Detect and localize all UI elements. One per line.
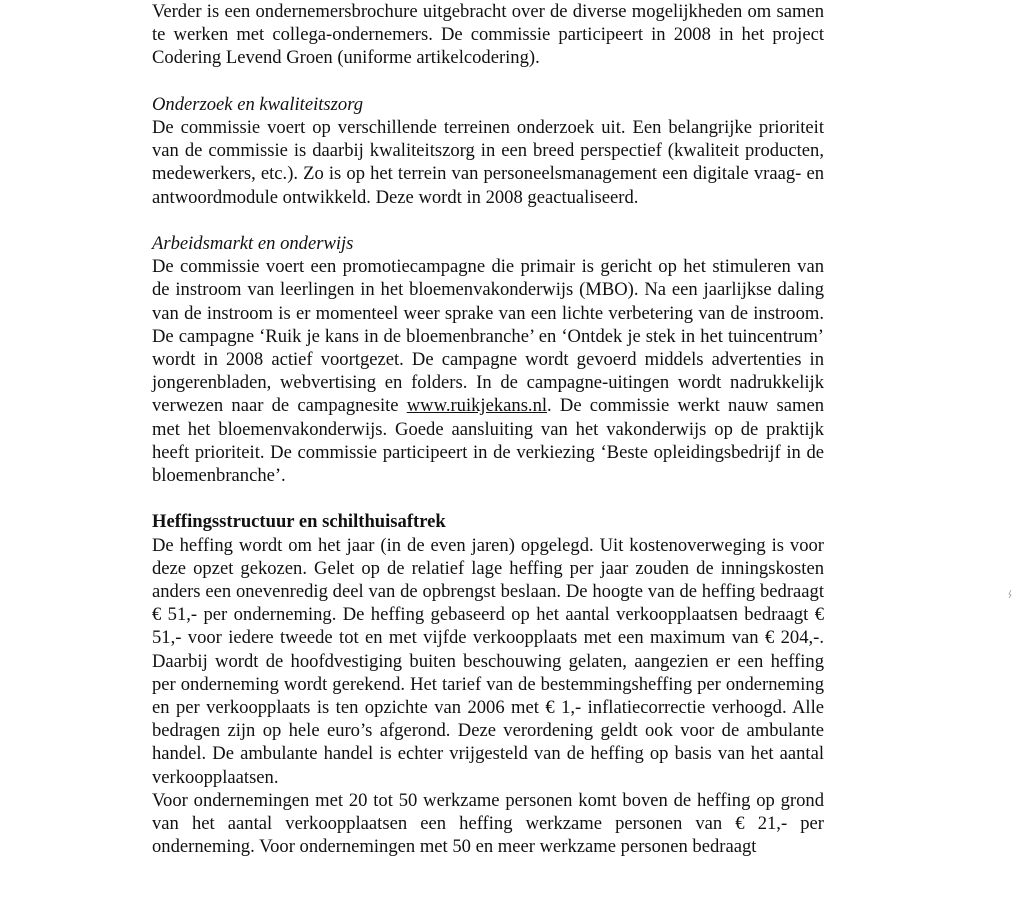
intro-paragraph: Verder is een ondernemersbrochure uitgebracht over de diverse mogelijkheden om samen te werken met collega-ondernemers. De commissie participeert in 2008 in het project Codering Levend Groen (uniforme artikelcodering).	[152, 1, 824, 69]
paragraph-spacer	[152, 70, 824, 93]
arbeidsmarkt-text-after-link: . De commissie werkt nauw samen met het bloemenvakonderwijs. Goede aansluiting van het vakonderwijs op de praktijk heeft prioriteit. De commissie participeert in de verkiezing ‘Beste opleidingsbedrijf in de bloemenbranche’.	[152, 395, 824, 487]
heffing-paragraph-1: De heffing wordt om het jaar (in de even jaren) opgelegd. Uit kostenoverweging is voor deze opzet gekozen. Gelet op de relatief lage heffing per jaar zouden de inningskosten anders een onevenredig deel van de opbrengst beslaan. De hoogte van de heffing bedraagt € 51,- per onderneming. De heffing gebaseerd op het aantal verkoopplaatsen bedraagt € 51,- voor iedere tweede tot en met vijfde verkoopplaats met een maximum van € 204,-. Daarbij wordt de hoofdvestiging buiten beschouwing gelaten, aangezien er een heffing per onderneming wordt gerekend. Het tarief van de bestemmingsheffing per onderneming en per verkoopplaats is ten opzichte van 2006 met € 1,- inflatiecorrectie verhoogd. Alle bedragen zijn op hele euro’s afgerond. Deze verordening geldt ook voor de ambulante handel. De ambulante handel is echter vrijgesteld van de heffing op basis van het aantal verkoopplaatsen.	[152, 534, 824, 788]
document-page	[152, 0, 824, 858]
scan-artifact-mark	[1006, 589, 1014, 599]
heading-onderzoek-kwaliteitszorg: Onderzoek en kwaliteitszorg	[152, 93, 364, 115]
heading-arbeidsmarkt-onderwijs: Arbeidsmarkt en onderwijs	[152, 233, 354, 254]
paragraph-spacer	[152, 487, 824, 510]
onderzoek-paragraph: De commissie voert op verschillende terreinen onderzoek uit. Een belangrijke prioriteit van de commissie is daarbij kwaliteitszorg in een breed perspectief (kwaliteit producten, medewerkers, etc.). Zo is op het terrein van personeelsmanagement een digitale vraag- en antwoordmodule ontwikkeld. Deze wordt in 2008 geactualiseerd.	[152, 117, 824, 208]
arbeidsmarkt-paragraph	[152, 255, 824, 487]
arbeidsmarkt-text-before-link: De commissie voert een promotiecampagne die primair is gericht op het stimuleren van de instroom van leerlingen in het bloemenvakonderwijs (MBO). Na een jaarlijkse daling van de instroom is er momenteel weer sprake van een lichte verbetering van de instroom. De campagne ‘Ruik je kans in de bloemenbranche’ en ‘Ontdek je stek in het tuincentrum’ wordt in 2008 actief voortgezet. De campagne wordt gevoerd middels advertenties in jongerenbladen, webvertising en folders. In de campagne-uitingen wordt nadrukkelijk verwezen naar de campagnesite	[152, 256, 824, 417]
paragraph-spacer	[152, 209, 824, 232]
campaign-site-link[interactable]: www.ruikjekans.nl	[406, 395, 548, 417]
heading-heffingsstructuur: Heffingsstructuur en schilthuisaftrek	[152, 511, 446, 533]
heffing-paragraph-2: Voor ondernemingen met 20 tot 50 werkzame personen komt boven de heffing op grond van het aantal verkoopplaatsen een heffing werkzame personen van € 21,- per onderneming. Voor ondernemingen met 50 en meer werkzame personen bedraagt	[152, 789, 824, 858]
